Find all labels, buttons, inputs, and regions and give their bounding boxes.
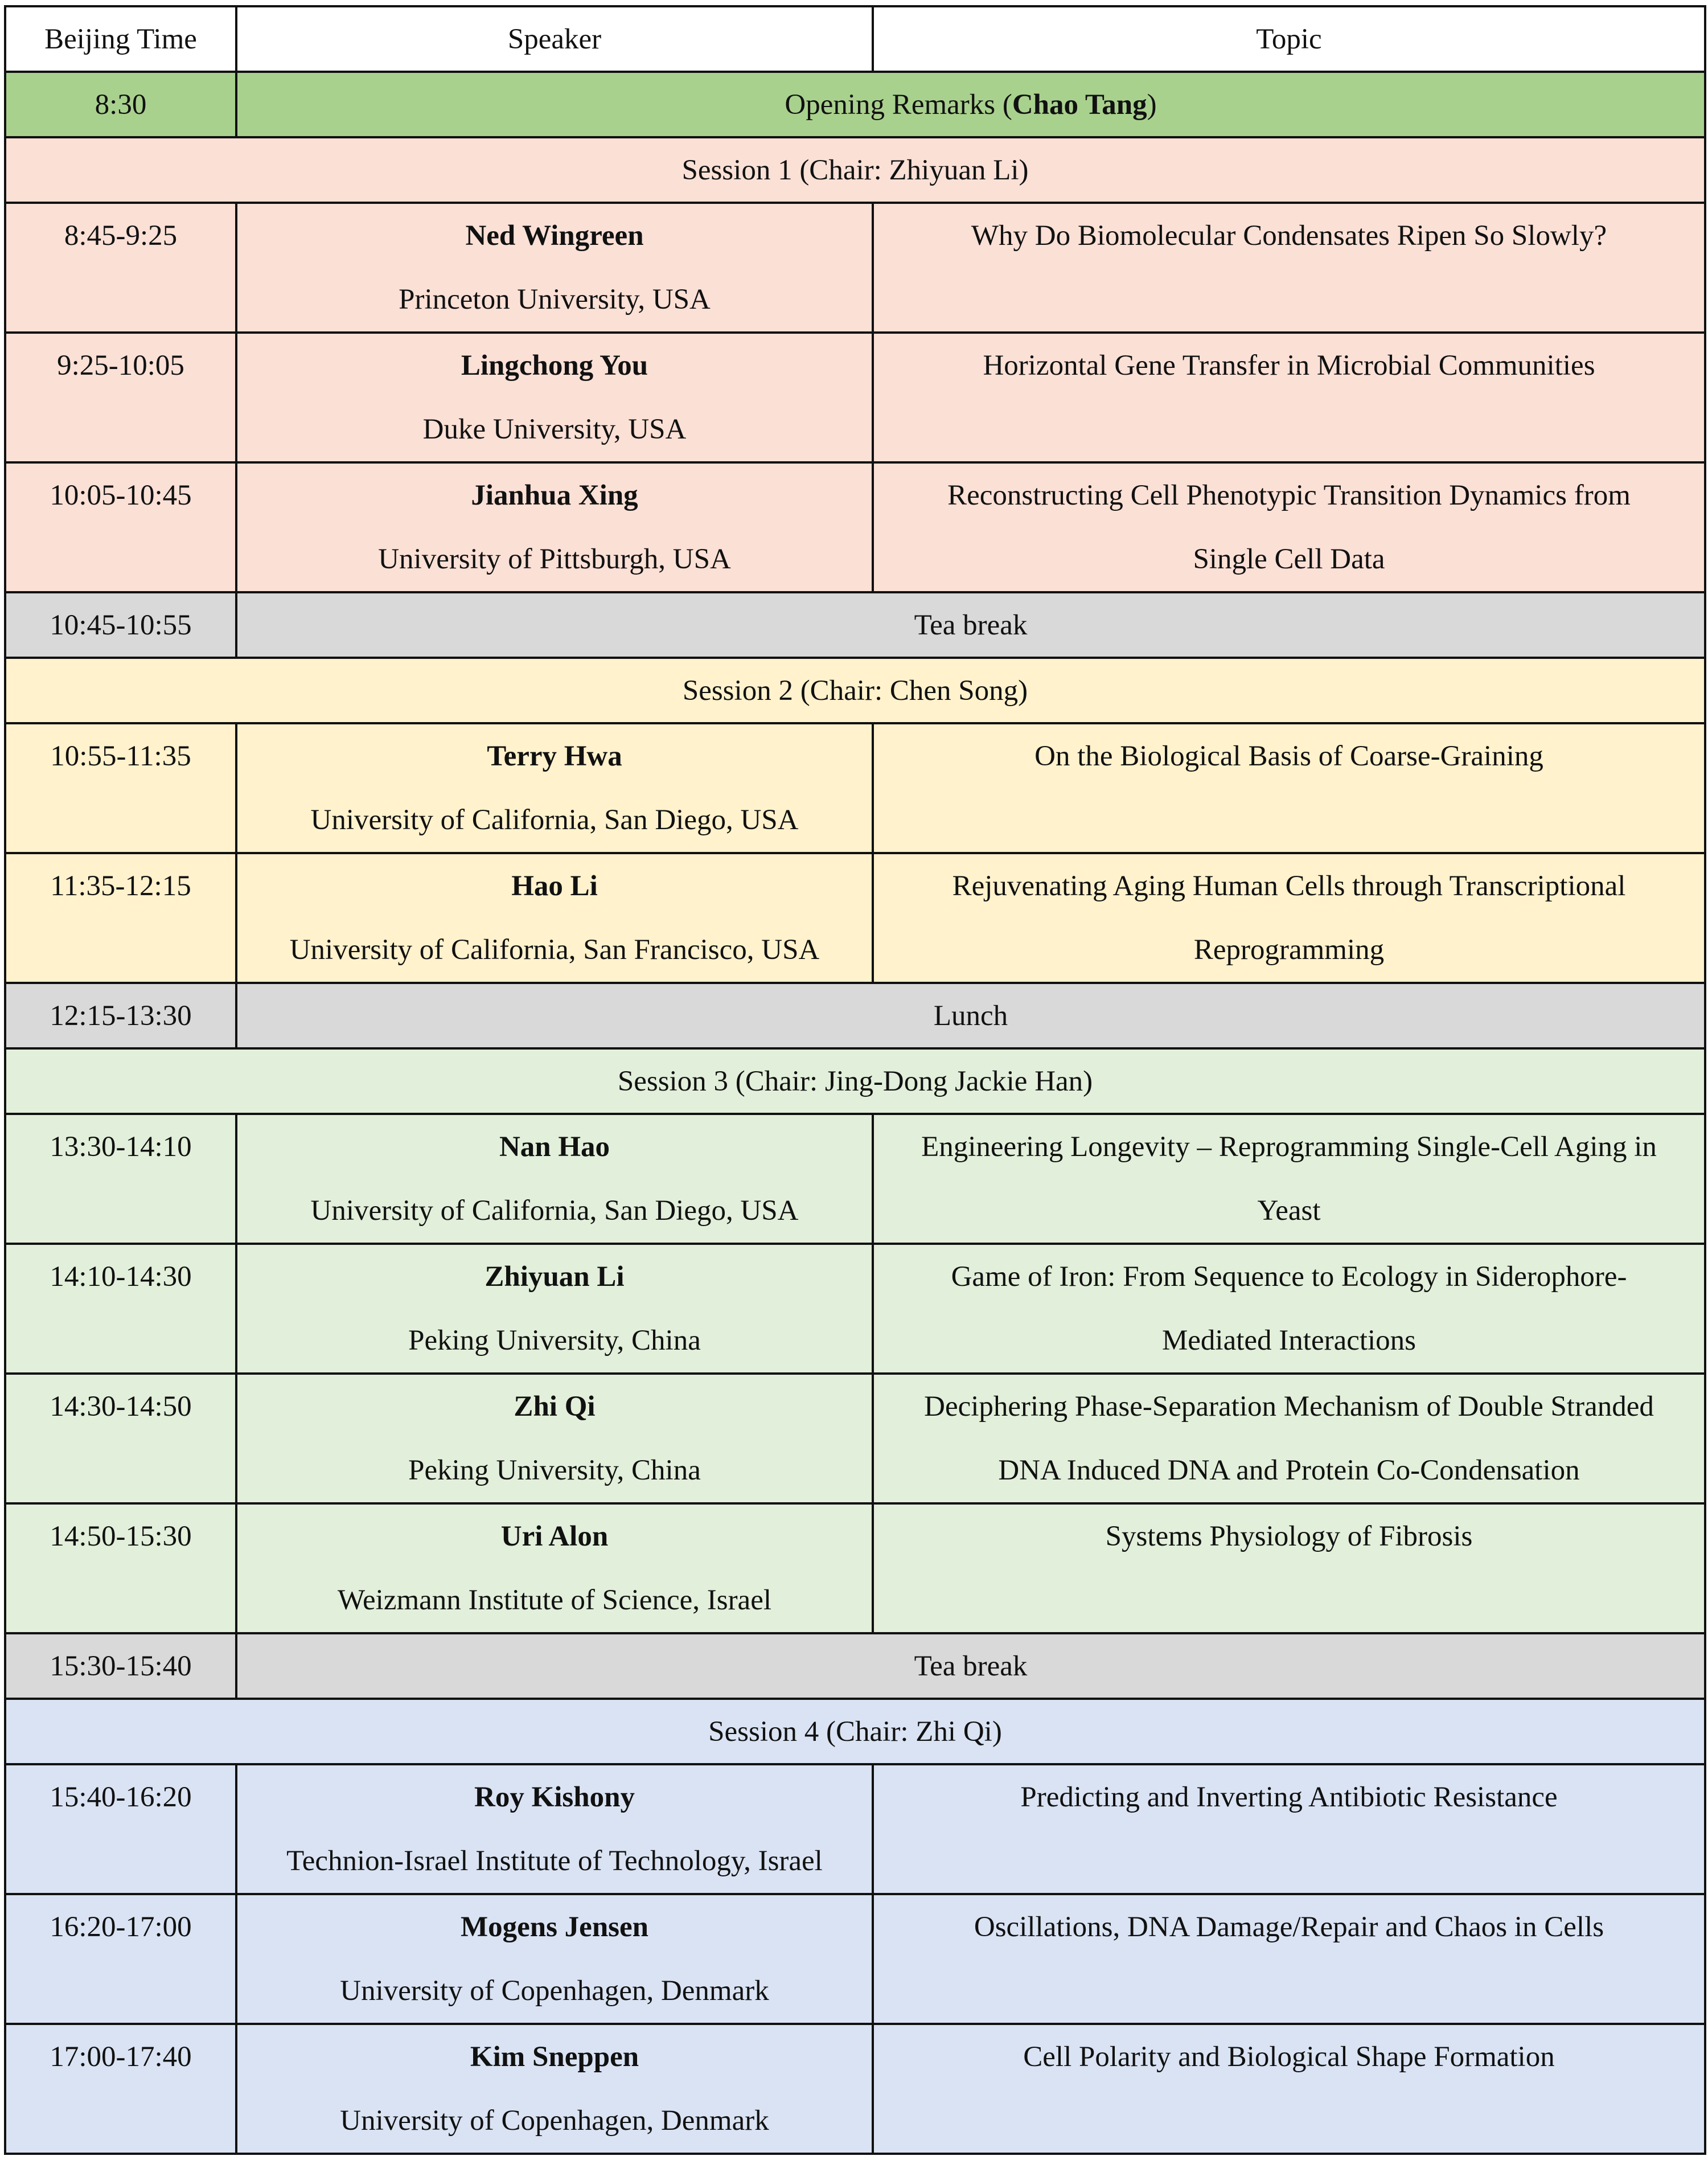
session-title: Session 4 (Chair: Zhi Qi) [5,1699,1705,1764]
talk-topic: Systems Physiology of Fibrosis [1105,1520,1473,1552]
opening-time: 8:30 [5,72,236,137]
talk-time: 11:35-12:15 [50,870,191,902]
talk-topic-cont: Reprogramming [1193,934,1385,966]
speaker-affiliation: Technion-Israel Institute of Technology, Israel [286,1845,823,1877]
talk-topic-cont [874,412,1704,446]
talk-topic-cont [874,1583,1704,1617]
session-title: Session 1 (Chair: Zhiyuan Li) [5,137,1705,203]
talk-topic-cont [874,2104,1704,2138]
header-speaker: Speaker [236,6,873,72]
talk-topic-cont [874,1844,1704,1878]
talk-topic: Game of Iron: From Sequence to Ecology in Siderophore- [951,1261,1627,1293]
speaker-name: Jianhua Xing [471,479,638,511]
talk-topic: Cell Polarity and Biological Shape Formation [1023,2041,1555,2073]
talk-row [5,1764,1705,1894]
speaker-affiliation: Weizmann Institute of Science, Israel [337,1584,771,1616]
talk-topic-cont: Single Cell Data [1193,543,1385,575]
talk-row [5,1374,1705,1503]
session-2-header [5,658,1705,723]
speaker-affiliation: University of California, San Diego, USA [310,804,799,836]
talk-topic-cont [874,803,1704,837]
speaker-name: Roy Kishony [474,1781,635,1813]
break-row [5,592,1705,658]
talk-topic-cont [874,1974,1704,2008]
speaker-name: Zhiyuan Li [485,1261,625,1293]
header-time: Beijing Time [5,6,236,72]
talk-row [5,1894,1705,2024]
speaker-name: Hao Li [511,870,598,902]
speaker-affiliation: Duke University, USA [422,413,687,445]
opening-label: Opening Remarks ( [785,88,1012,121]
opening-speaker: Chao Tang [1012,88,1147,121]
talk-topic-cont: Yeast [1257,1195,1321,1227]
speaker-affiliation: Peking University, China [408,1325,701,1356]
speaker-affiliation: University of California, San Francisco, USA [289,934,820,966]
break-time: 15:30-15:40 [5,1633,236,1699]
talk-time: 15:40-16:20 [50,1781,192,1813]
lunch-time: 12:15-13:30 [5,983,236,1048]
session-1-header [5,137,1705,203]
talk-topic: Predicting and Inverting Antibiotic Resistance [1020,1781,1558,1813]
talk-time: 14:30-14:50 [50,1391,192,1423]
talk-row [5,333,1705,462]
session-4-header [5,1699,1705,1764]
lunch-row [5,983,1705,1048]
header-topic: Topic [873,6,1705,72]
talk-topic: On the Biological Basis of Coarse-Graining [1034,740,1543,772]
talk-time: 14:50-15:30 [50,1520,192,1552]
speaker-name: Ned Wingreen [465,220,644,252]
talk-row [5,462,1705,592]
talk-row [5,203,1705,333]
talk-topic: Oscillations, DNA Damage/Repair and Chaos in Cells [974,1911,1604,1943]
speaker-affiliation: Princeton University, USA [399,284,711,315]
talk-topic: Reconstructing Cell Phenotypic Transition Dynamics from [947,479,1631,511]
lunch-label: Lunch [236,983,1705,1048]
speaker-name: Mogens Jensen [460,1911,649,1943]
opening-row [5,72,1705,137]
talk-row [5,1503,1705,1633]
break-time: 10:45-10:55 [5,592,236,658]
speaker-affiliation: University of Copenhagen, Denmark [340,1975,769,2007]
schedule-table [4,5,1706,2155]
talk-topic-cont: DNA Induced DNA and Protein Co-Condensation [998,1454,1580,1486]
talk-time: 10:05-10:45 [50,479,192,511]
talk-row [5,723,1705,853]
session-title: Session 2 (Chair: Chen Song) [5,658,1705,723]
talk-time: 14:10-14:30 [50,1261,192,1293]
speaker-name: Nan Hao [499,1131,610,1163]
talk-row [5,1114,1705,1244]
talk-row [5,853,1705,983]
break-row [5,1633,1705,1699]
talk-topic: Rejuvenating Aging Human Cells through Transcriptional [952,870,1626,902]
speaker-name: Lingchong You [461,350,648,382]
talk-topic: Deciphering Phase-Separation Mechanism of Double Stranded [924,1391,1654,1423]
talk-time: 10:55-11:35 [50,740,191,772]
talk-row [5,1244,1705,1374]
header-row [5,6,1705,72]
opening-close: ) [1147,88,1157,121]
talk-time: 9:25-10:05 [57,350,184,382]
break-label: Tea break [236,592,1705,658]
speaker-affiliation: University of California, San Diego, USA [310,1195,799,1227]
session-title: Session 3 (Chair: Jing-Dong Jackie Han) [5,1048,1705,1114]
speaker-affiliation: Peking University, China [408,1454,701,1486]
speaker-name: Uri Alon [500,1520,609,1552]
talk-topic-cont [874,282,1704,317]
speaker-name: Zhi Qi [514,1391,596,1423]
talk-time: 8:45-9:25 [64,220,178,252]
break-label: Tea break [236,1633,1705,1699]
talk-topic-cont: Mediated Interactions [1161,1325,1417,1356]
talk-topic: Why Do Biomolecular Condensates Ripen So Slowly? [971,220,1607,252]
speaker-name: Terry Hwa [487,740,622,772]
speaker-affiliation: University of Pittsburgh, USA [378,543,731,575]
talk-time: 17:00-17:40 [50,2041,192,2073]
talk-time: 13:30-14:10 [50,1131,192,1163]
speaker-name: Kim Sneppen [470,2041,639,2073]
speaker-affiliation: University of Copenhagen, Denmark [340,2105,769,2137]
talk-topic: Engineering Longevity – Reprogramming Single-Cell Aging in [921,1131,1657,1163]
session-3-header [5,1048,1705,1114]
talk-time: 16:20-17:00 [50,1911,192,1943]
opening-remarks [236,72,1705,137]
talk-row [5,2024,1705,2154]
talk-topic: Horizontal Gene Transfer in Microbial Communities [983,350,1595,382]
